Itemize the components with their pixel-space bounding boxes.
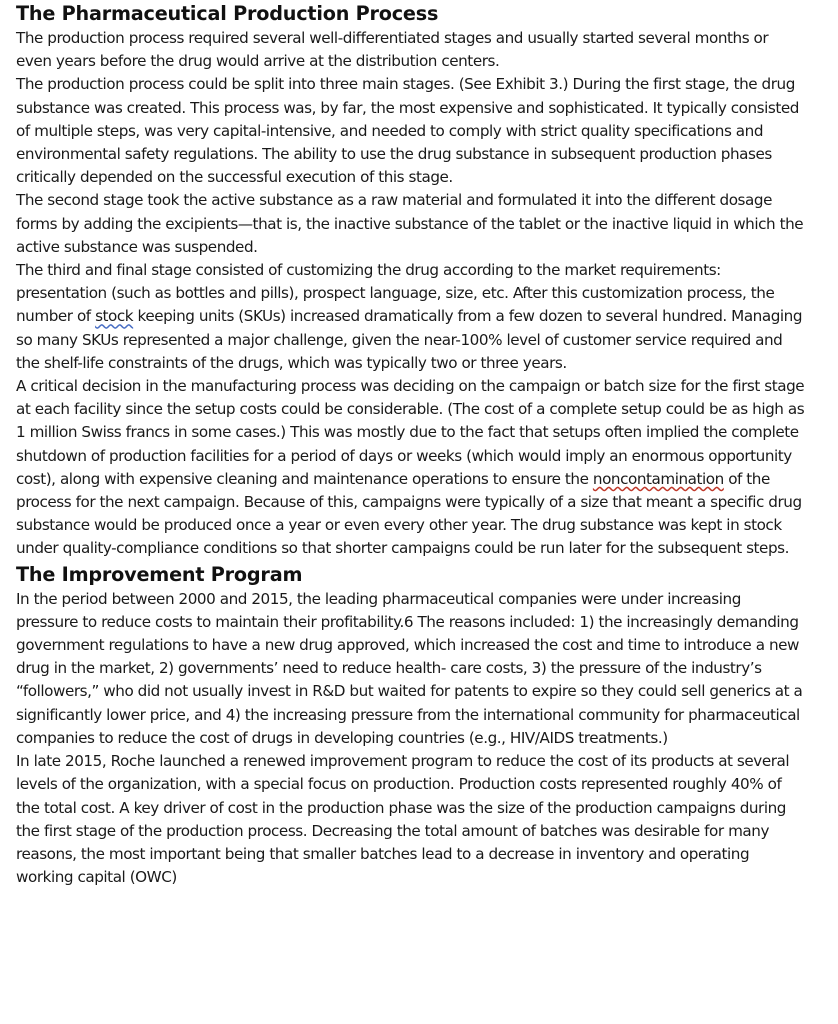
paragraph-5 (16, 375, 806, 561)
grammar-flag-stock[interactable]: stock (95, 307, 134, 326)
paragraph-5-text-a: A critical decision in the manufacturing process was deciding on the campaign or batch size for the first stage at each facility since the setup costs could be considerable. (The cost of a complete setup could be as high as 1 million Swiss francs in some cases.) This was mostly due to the fact that setups often implied the complete shutdown of production facilities for a period of days or weeks (which would imply an enormous opportunity cost), along with expensive cleaning and maintenance operations to ensure the (16, 377, 805, 488)
paragraph-2: The production process could be split into three main stages. (See Exhibit 3.) During the first stage, the drug substance was created. This process was, by far, the most expensive and sophisticated. It typically consisted of multiple steps, was very capital-intensive, and needed to comply with strict quality specifications and environmental safety regulations. The ability to use the drug substance in subsequent production phases critically depended on the successful execution of this stage. (16, 75, 799, 187)
paragraph-3: The second stage took the active substance as a raw material and formulated it into the different dosage forms by adding the excipients—that is, the inactive substance of the tablet or the inactive liquid in which the active substance was suspended. (16, 191, 804, 256)
paragraph-1: The production process required several well-differentiated stages and usually started several months or even years before the drug would arrive at the distribution centers. (16, 29, 769, 71)
paragraph-4 (16, 259, 806, 375)
section-heading-improvement-program: The Improvement Program (16, 562, 303, 586)
spelling-flag-noncontamination[interactable]: noncontamination (592, 469, 724, 488)
paragraph-7: In late 2015, Roche launched a renewed improvement program to reduce the cost of its products at several levels of the organization, with a special focus on production. Production costs represented roughly 40% of the total cost. A key driver of cost in the production phase was the size of the production campaigns during the first stage of the production process. Decreasing the total amount of batches was desirable for many reasons, the most important being that smaller batches lead to a decrease in inventory and operating working capital (OWC) (16, 752, 790, 887)
paragraph-4-text-b: keeping units (SKUs) increased dramatically from a few dozen to several hundred. Managing so many SKUs represented a major challenge, given the near-100% level of customer service required and the shelf-life constraints of the drugs, which was typically two or three years. (16, 307, 803, 372)
paragraph-6: In the period between 2000 and 2015, the leading pharmaceutical companies were under increasing pressure to reduce costs to maintain their profitability.6 The reasons included: 1) the increasingly demanding government regulations to have a new drug approved, which increased the cost and time to introduce a new drug in the market, 2) governments’ need to reduce health- care costs, 3) the pressure of the industry’s “followers,” who did not usually invest in R&D but waited for patents to expire so they could sell generics at a significantly lower price, and 4) the increasing pressure from the international community for pharmaceutical companies to reduce the cost of drugs in developing countries (e.g., HIV/AIDS treatments.) (16, 589, 803, 747)
section-heading-production-process: The Pharmaceutical Production Process (16, 2, 439, 25)
paragraph-5-text-b: of the process for the next campaign. Because of this, campaigns were typically of a size that meant a specific drug substance would be produced once a year or even every other year. The drug substance was kept in stock under quality-compliance conditions so that shorter campaigns could be run later for the subsequent steps. (16, 469, 802, 558)
paragraph-4-text-a: The third and final stage consisted of customizing the drug according to the market requirements: presentation (such as bottles and pills), prospect language, size, etc. After this customization process, the number of (16, 261, 775, 326)
